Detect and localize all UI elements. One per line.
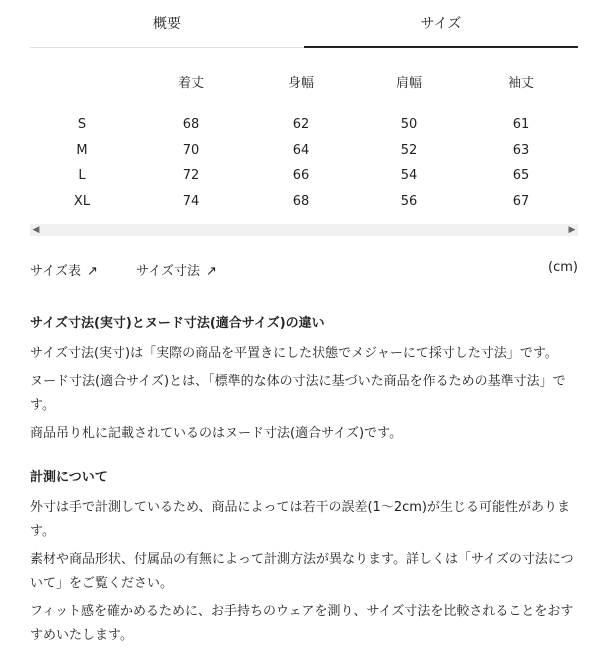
measurement-section [30, 466, 578, 648]
paragraph: 商品吊り札に記載されているのはヌード寸法(適合サイズ)です。 [30, 426, 403, 441]
table-row [30, 189, 578, 215]
table-row [30, 163, 578, 189]
table-cell: 62 [292, 117, 310, 133]
table-cell: 67 [512, 193, 530, 209]
table-cell: 54 [400, 168, 418, 184]
tab-overview[interactable]: 概要 [153, 16, 181, 32]
table-row [30, 138, 578, 164]
header-cell: 袖丈 [507, 76, 534, 91]
size-dims-link-label: サイズ寸法 [136, 264, 200, 279]
table-cell: 70 [182, 142, 200, 158]
table-cell: 61 [512, 117, 530, 133]
paragraph: フィット感を確かめるために、お手持ちのウェアを測り、サイズ寸法を比較されることをおすすめいたします。 [30, 604, 574, 643]
table-cell: 74 [182, 193, 200, 209]
paragraph: 素材や商品形状、付属品の有無によって計測方法が異なります。詳しくは「サイズの寸法について」をご覧ください。 [30, 552, 574, 591]
chevron-right-icon[interactable]: ▶ [568, 225, 576, 235]
table-cell: 72 [182, 168, 200, 184]
external-link-icon: ↗ [86, 264, 98, 279]
size-chart-link[interactable] [30, 260, 98, 279]
header-cell: 着丈 [177, 76, 204, 91]
size-label: XL [73, 193, 91, 209]
size-chart-link-label: サイズ表 [30, 264, 81, 279]
table-cell: 52 [400, 142, 418, 158]
table-cell: 68 [292, 193, 310, 209]
section-heading: サイズ寸法(実寸)とヌード寸法(適合サイズ)の違い [30, 316, 325, 331]
paragraph: ヌード寸法(適合サイズ)とは、「標準的な体の寸法に基づいた商品を作るための基準寸法」です。 [30, 374, 566, 413]
table-cell: 68 [182, 117, 200, 133]
external-link-icon: ↗ [205, 264, 217, 279]
size-links-row [30, 260, 578, 280]
tab-size[interactable]: サイズ [420, 16, 462, 32]
table-cell: 65 [512, 168, 530, 184]
section-heading: 計測について [30, 470, 108, 485]
table-cell: 63 [512, 142, 530, 158]
size-label: L [78, 168, 86, 184]
table-cell: 56 [400, 193, 418, 209]
table-cell: 66 [292, 168, 310, 184]
table-cell: 50 [400, 117, 418, 133]
size-label: M [76, 142, 88, 158]
size-table [30, 72, 578, 214]
tab-bar [30, 0, 578, 50]
header-cell [30, 72, 134, 102]
paragraph: 外寸は手で計測しているため、商品によっては若干の誤差(1〜2cm)が生じる可能性があります。 [30, 500, 570, 539]
paragraph: サイズ寸法(実寸)は「実際の商品を平置きにした状態でメジャーにて採寸した寸法」です。 [30, 346, 558, 361]
table-cell: 64 [292, 142, 310, 158]
unit-label: (cm) [548, 260, 578, 275]
size-notes [30, 312, 578, 652]
chevron-left-icon[interactable]: ◀ [32, 225, 40, 235]
table-header-row [30, 72, 578, 102]
size-label: S [77, 117, 87, 133]
horizontal-scrollbar[interactable] [30, 224, 578, 236]
size-dims-link[interactable] [136, 260, 217, 279]
header-cell: 肩幅 [395, 76, 422, 91]
table-row [30, 102, 578, 138]
active-tab-indicator [304, 46, 578, 48]
header-cell: 身幅 [287, 76, 314, 91]
